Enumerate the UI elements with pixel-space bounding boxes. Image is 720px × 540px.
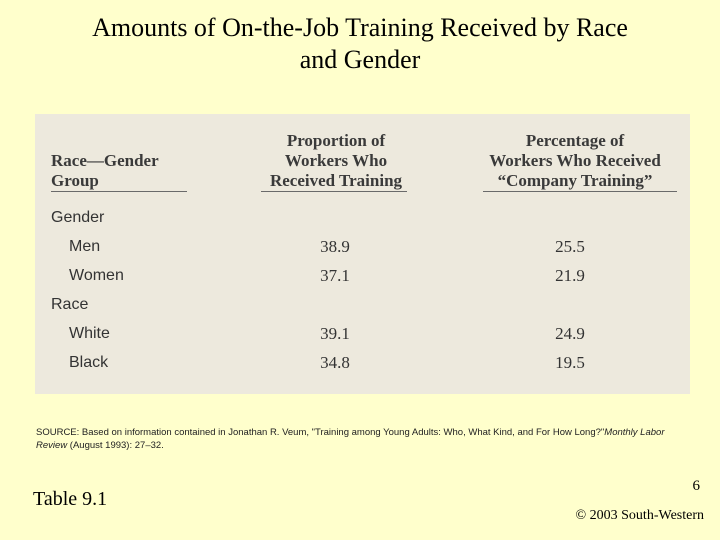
row-label: Race bbox=[51, 296, 89, 313]
training-table bbox=[35, 114, 690, 394]
source-citation: (August 1993): 27–32. bbox=[67, 440, 164, 451]
row-label: Gender bbox=[51, 209, 105, 226]
table-label: Table 9.1 bbox=[33, 488, 108, 510]
page-number: 6 bbox=[692, 478, 700, 494]
row-label: Men bbox=[69, 238, 101, 255]
row-label: White bbox=[69, 325, 110, 342]
percentage-cell: 25.5 bbox=[555, 237, 585, 256]
header-proportion-received-training: Proportion of Workers Who Received Training bbox=[269, 131, 403, 190]
table-row bbox=[35, 235, 690, 259]
slide-title bbox=[20, 12, 700, 76]
header-race-gender-group: Race—Gender Group bbox=[51, 151, 159, 190]
proportion-cell: 37.1 bbox=[320, 266, 350, 285]
slide-title-line-2: and Gender bbox=[299, 45, 421, 74]
header-rule bbox=[483, 191, 677, 192]
source-note bbox=[36, 426, 696, 452]
percentage-cell: 24.9 bbox=[555, 324, 585, 343]
table-row bbox=[35, 264, 690, 288]
percentage-cell: 19.5 bbox=[555, 353, 585, 372]
slide-title-line-1: Amounts of On-the-Job Training Received by Race bbox=[92, 13, 628, 42]
table-section-row bbox=[35, 293, 690, 317]
proportion-cell: 38.9 bbox=[320, 237, 350, 256]
copyright-notice: © 2003 South-Western bbox=[575, 508, 704, 523]
row-label: Black bbox=[69, 354, 109, 371]
source-text: SOURCE: Based on information contained in Jonathan R. Veum, "Training among Young Adults: Who, What Kind, and For How Long?" bbox=[36, 427, 605, 438]
header-rule bbox=[51, 191, 187, 192]
row-label: Women bbox=[69, 267, 124, 284]
header-percentage-company-training: Percentage of Workers Who Received “Company Training” bbox=[489, 131, 661, 190]
source-journal: Monthly Labor Review bbox=[36, 427, 665, 451]
proportion-cell: 39.1 bbox=[320, 324, 350, 343]
proportion-cell: 34.8 bbox=[320, 353, 350, 372]
table-row bbox=[35, 322, 690, 346]
table-row bbox=[35, 351, 690, 375]
table-section-row bbox=[35, 206, 690, 230]
header-rule bbox=[261, 191, 407, 192]
percentage-cell: 21.9 bbox=[555, 266, 585, 285]
